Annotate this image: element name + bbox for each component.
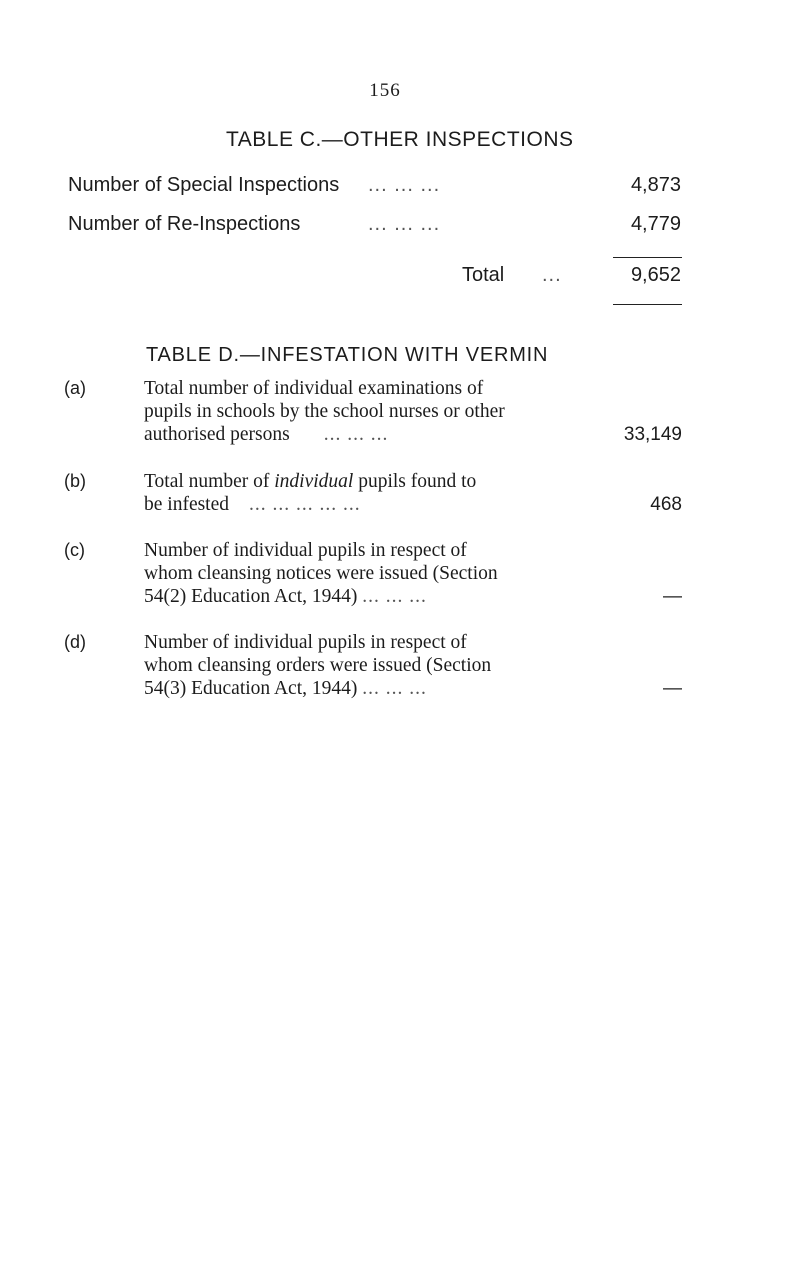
list-item <box>64 377 682 447</box>
item-line <box>144 423 614 446</box>
item-text <box>144 631 614 700</box>
item-line <box>144 677 614 700</box>
list-item <box>64 631 682 701</box>
row-value: 4,873 <box>630 174 681 196</box>
table-d-title: TABLE D.—INFESTATION WITH VERMIN <box>146 344 549 366</box>
item-text <box>144 539 614 608</box>
list-item <box>64 539 682 609</box>
list-item <box>64 470 682 518</box>
page-number: 156 <box>369 80 401 101</box>
item-text <box>144 470 614 516</box>
item-line: Number of individual pupils in respect of <box>144 632 467 653</box>
leader-dots: ... ... ... <box>323 424 389 445</box>
item-value: — <box>663 586 682 607</box>
item-letter: (c) <box>64 540 85 560</box>
leader-dots: ... <box>542 264 562 286</box>
item-line <box>144 585 614 608</box>
total-rule-top <box>613 257 682 258</box>
item-letter: (a) <box>64 378 86 398</box>
item-line <box>144 493 614 516</box>
item-letter: (d) <box>64 632 86 652</box>
emphasis-text: individual <box>274 471 354 492</box>
leader-dots: ... ... ... <box>362 586 427 607</box>
total-value: 9,652 <box>630 264 681 286</box>
row-label: Number of Special Inspections <box>68 174 340 196</box>
item-line: pupils in schools by the school nurses or other <box>144 401 505 422</box>
item-letter: (b) <box>64 471 86 491</box>
item-line-text: be infested <box>144 494 230 515</box>
leader-dots: ... ... ... ... ... <box>249 494 361 515</box>
item-line: Number of individual pupils in respect of <box>144 540 467 561</box>
item-line-text: 54(3) Education Act, 1944) <box>144 678 358 699</box>
row-value: 4,779 <box>630 213 681 235</box>
item-line-text: authorised persons <box>144 424 290 445</box>
row-label: Number of Re-Inspections <box>68 213 301 235</box>
item-line-text: 54(2) Education Act, 1944) <box>144 586 358 607</box>
leader-dots: ... ... ... <box>368 213 441 235</box>
item-value: 33,149 <box>623 424 682 445</box>
item-line: whom cleansing notices were issued (Section <box>144 563 498 584</box>
total-label: Total <box>462 264 505 286</box>
item-line-text: Total number of <box>144 471 275 492</box>
table-row <box>68 213 681 239</box>
table-row <box>68 174 681 200</box>
item-line: Total number of individual examinations of <box>144 378 484 399</box>
item-value: — <box>663 678 682 699</box>
total-row <box>68 264 681 290</box>
total-rule-bottom <box>613 304 682 305</box>
leader-dots: ... ... ... <box>362 678 427 699</box>
item-line-text: pupils found to <box>353 471 477 492</box>
item-line <box>144 470 614 493</box>
item-line: whom cleansing orders were issued (Section <box>144 655 492 676</box>
table-c-title: TABLE C.—OTHER INSPECTIONS <box>226 128 574 151</box>
item-text <box>144 377 614 446</box>
item-value: 468 <box>650 494 682 515</box>
leader-dots: ... ... ... <box>368 174 441 196</box>
